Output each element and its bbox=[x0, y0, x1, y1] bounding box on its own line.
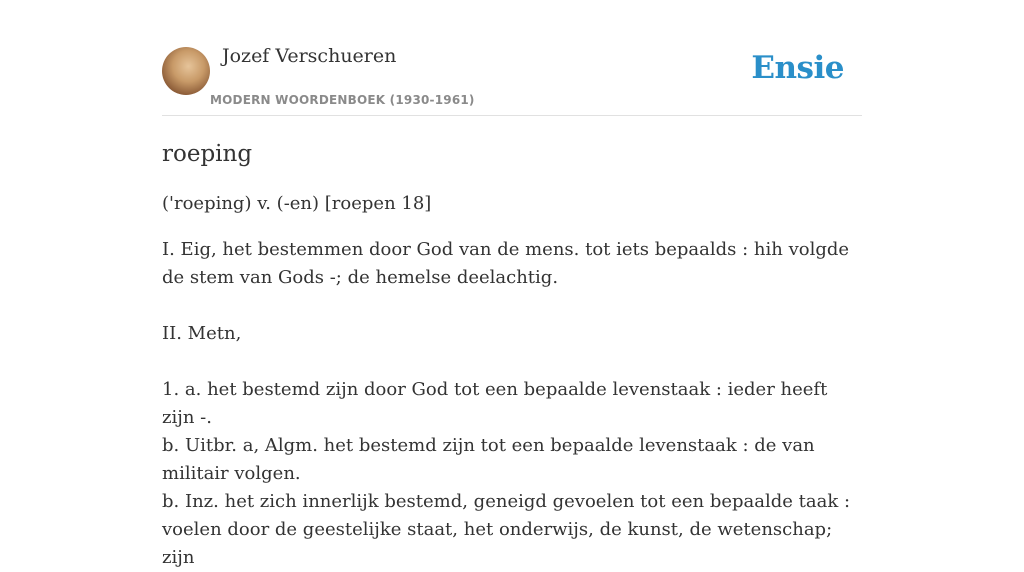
spacer bbox=[162, 348, 852, 376]
author-avatar[interactable] bbox=[162, 47, 210, 95]
sub-sense-1b: b. Uitbr. a, Algm. het bestemd zijn tot een bepaalde levenstaak : de van militair volgen. bbox=[162, 435, 815, 484]
entry-headword: roeping bbox=[162, 141, 253, 167]
sub-sense-1a: 1. a. het bestemd zijn door God tot een bepaalde levenstaak : ieder heeft zijn -. bbox=[162, 379, 828, 428]
sense-1: I. Eig, het bestemmen door God van de mens. tot iets bepaalds : hih volgde de stem van Gods -; de hemelse deelachtig. bbox=[162, 239, 850, 288]
spacer bbox=[162, 292, 852, 320]
entry-content bbox=[162, 138, 852, 572]
entry-pronunciation: ('roeping) v. (-en) [roepen 18] bbox=[162, 193, 432, 214]
brand-logo[interactable]: Ensie bbox=[751, 50, 844, 86]
sub-sense-1c: b. Inz. het zich innerlijk bestemd, geneigd gevoelen tot een bepaalde taak : voelen door de geestelijke staat, het onderwijs, de kunst, de wetenschap; zijn bbox=[162, 491, 851, 568]
sense-2: II. Metn, bbox=[162, 323, 242, 344]
page-header bbox=[162, 0, 862, 116]
author-name[interactable]: Jozef Verschueren bbox=[222, 45, 397, 67]
source-label[interactable]: MODERN WOORDENBOEK (1930-1961) bbox=[210, 93, 475, 107]
